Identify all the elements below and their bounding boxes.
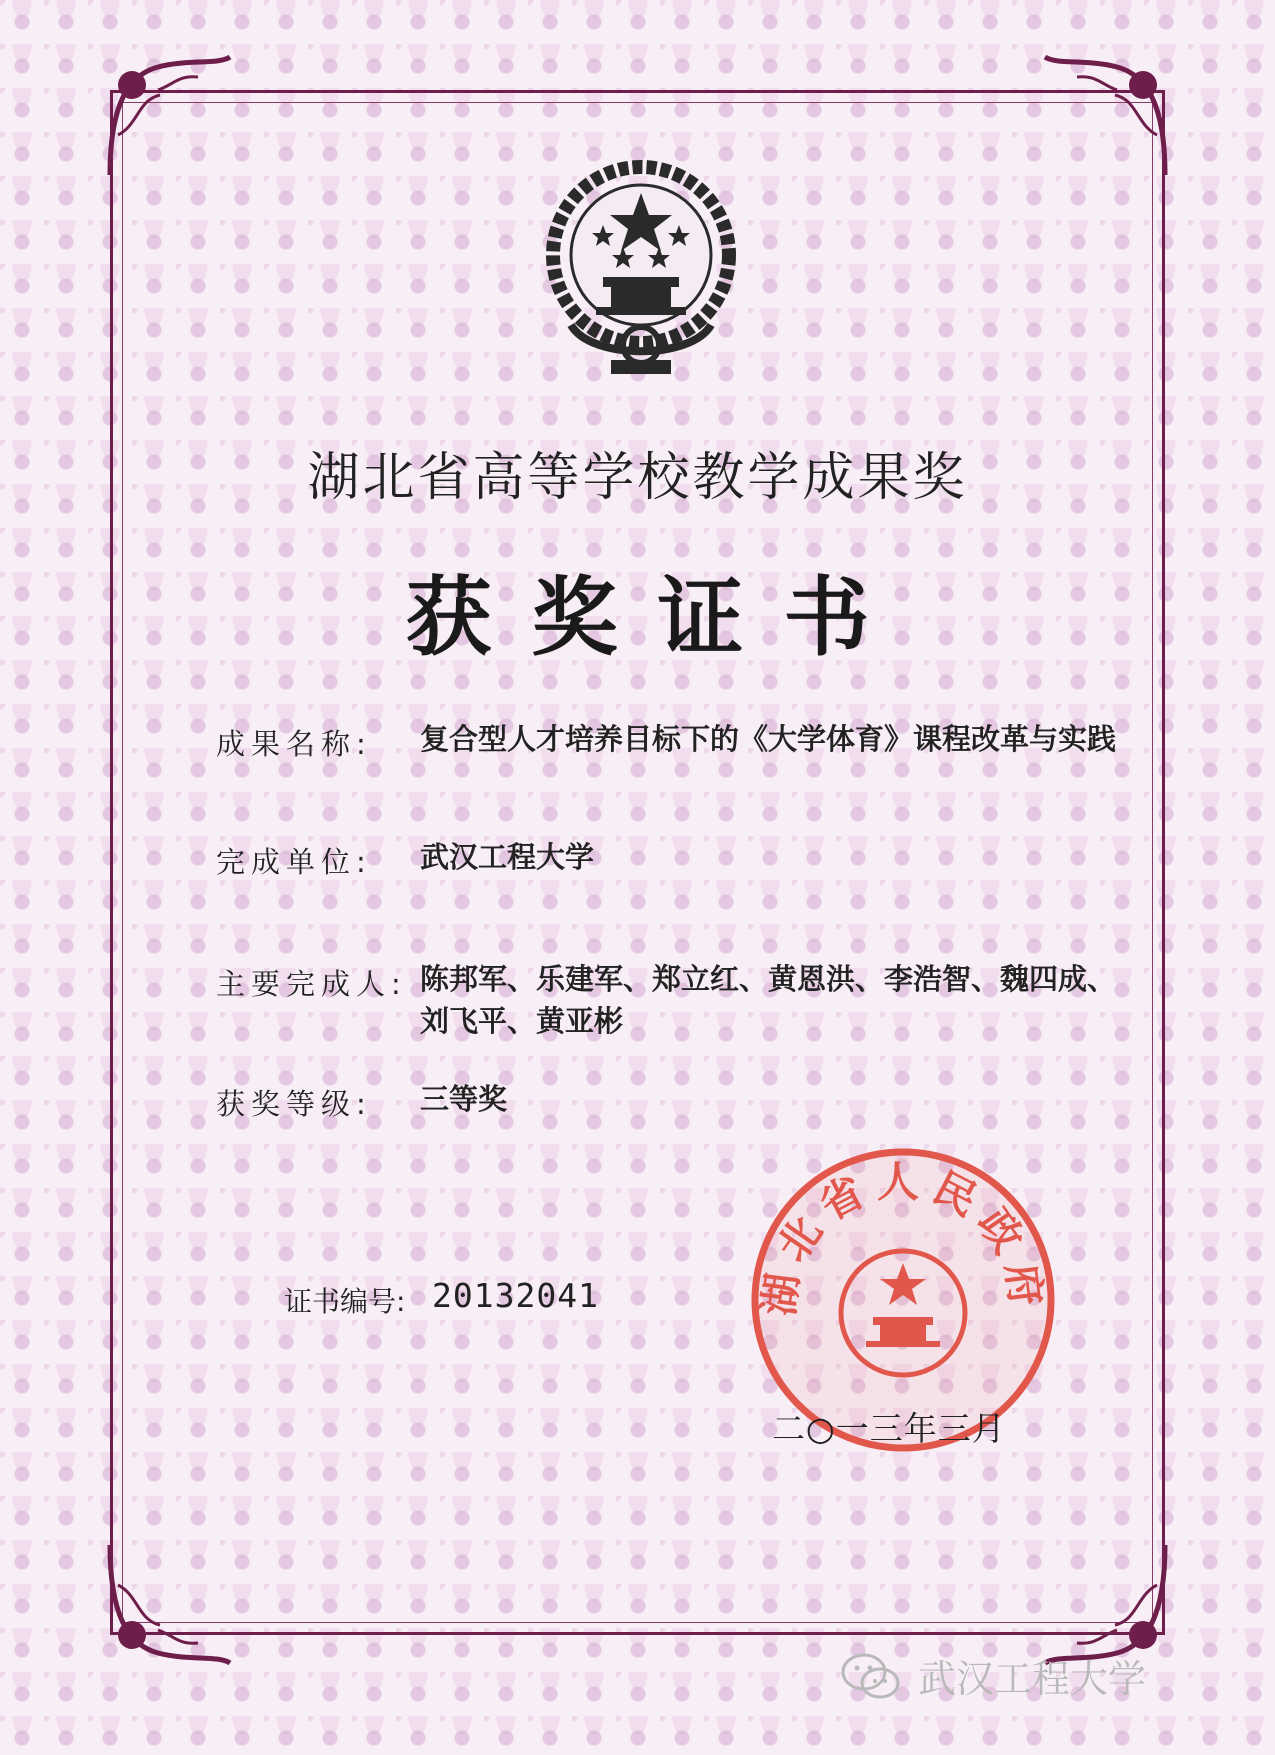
- watermark-text: 武汉工程大学: [918, 1657, 1147, 1701]
- persons-value: 陈邦军、乐建军、郑立红、黄恩洪、李浩智、魏四成、刘飞平、黄亚彬: [420, 962, 1117, 1038]
- achievement-value: 复合型人才培养目标下的《大学体育》课程改革与实践: [420, 722, 1117, 756]
- level-label: 获奖等级:: [216, 1087, 372, 1121]
- level-value: 三等奖: [420, 1082, 508, 1116]
- corner-ornament-top-right: [1037, 45, 1177, 185]
- persons-label: 主要完成人:: [216, 967, 407, 1001]
- issue-date: 二○一三年三月: [772, 1409, 1006, 1448]
- seal-text: 湖北省人民政府: [753, 1157, 1053, 1319]
- achievement-label: 成果名称:: [216, 727, 372, 761]
- national-emblem-icon: [541, 155, 741, 385]
- unit-value: 武汉工程大学: [420, 840, 595, 874]
- wechat-icon: [840, 1650, 902, 1702]
- certificate-title: 湖北省高等学校教学成果奖: [307, 448, 968, 508]
- certificate-number-label: 证书编号:: [284, 1285, 406, 1318]
- corner-ornament-top-left: [98, 45, 238, 185]
- certificate-heading: 获奖证书: [405, 567, 910, 668]
- corner-ornament-bottom-left: [98, 1535, 238, 1675]
- certificate-number: 20132041: [432, 1276, 599, 1315]
- unit-label: 完成单位:: [216, 845, 372, 879]
